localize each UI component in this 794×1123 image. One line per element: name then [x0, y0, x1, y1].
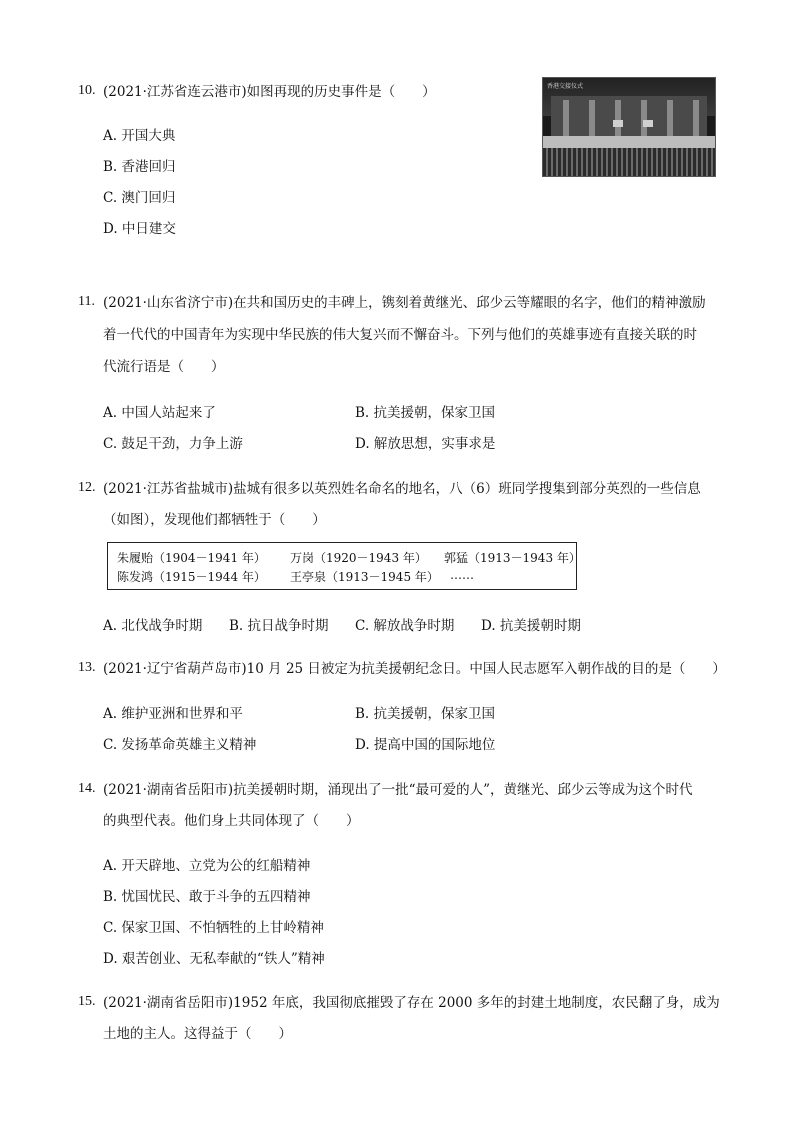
question-15-number: 15. — [78, 994, 96, 1009]
q11-option-b: B. 抗美援朝，保家卫国 — [355, 405, 496, 421]
q12-option-a: A. 北伐战争时期 — [103, 618, 203, 634]
question-13-stem: (2021·辽宁省葫芦岛市)10 月 25 日被定为抗美援朝纪念日。中国人民志愿军入朝作战的目的是（ ） — [103, 661, 726, 677]
question-10-number: 10. — [78, 83, 96, 98]
question-14-stem-line-1: (2021·湖南省岳阳市)抗美援朝时期，涌现出了一批“最可爱的人”，黄继光、邱少云等成为这个时代 — [103, 782, 693, 798]
photo-caption: 香港交接仪式 — [547, 83, 584, 90]
q11-option-c: C. 鼓足干劲，力争上游 — [103, 436, 243, 452]
q13-option-b: B. 抗美援朝，保家卫国 — [355, 706, 496, 722]
question-12-stem-line-2: （如图），发现他们都牺牲于（ ） — [103, 512, 326, 528]
historical-photo — [542, 77, 716, 177]
question-12-number: 12. — [78, 480, 96, 495]
q10-option-d: D. 中日建交 — [103, 221, 176, 237]
hero-3: 郭猛（1913－1943 年） — [444, 551, 581, 565]
heroes-info-box — [107, 542, 581, 590]
hero-2: 万岗（1920－1943 年） — [290, 551, 427, 565]
question-13-number: 13. — [78, 660, 96, 675]
q10-option-b: B. 香港回归 — [103, 159, 176, 175]
q13-option-a: A. 维护亚洲和世界和平 — [103, 706, 243, 722]
question-11-stem-line-3: 代流行语是（ ） — [103, 359, 225, 375]
q11-option-d: D. 解放思想，实事求是 — [355, 436, 496, 452]
question-15-stem-line-1: (2021·湖南省岳阳市)1952 年底，我国彻底摧毁了存在 2000 多年的封建土地制度，农民翻了身，成为 — [103, 995, 720, 1011]
hero-1: 朱履贻（1904－1941 年） — [117, 551, 266, 565]
question-14-number: 14. — [78, 781, 96, 796]
q14-option-b: B. 忧国忧民、敢于斗争的五四精神 — [103, 889, 311, 905]
q14-option-a: A. 开天辟地、立党为公的红船精神 — [103, 858, 311, 874]
q14-option-d: D. 艰苦创业、无私奉献的“铁人”精神 — [103, 951, 325, 967]
q13-option-d: D. 提高中国的国际地位 — [355, 737, 496, 753]
q12-option-b: B. 抗日战争时期 — [229, 618, 329, 634]
question-11-stem-line-2: 着一代代的中国青年为实现中华民族的伟大复兴而不懈奋斗。下列与他们的英雄事迹有直接关联的时 — [103, 327, 697, 343]
q12-option-d: D. 抗美援朝时期 — [481, 618, 581, 634]
hero-5: 王亭泉（1913－1945 年） — [290, 570, 439, 584]
q12-option-c: C. 解放战争时期 — [355, 618, 455, 634]
q11-option-a: A. 中国人站起来了 — [103, 405, 216, 421]
hero-ellipsis: …… — [450, 568, 474, 582]
q10-option-a: A. 开国大典 — [103, 128, 176, 144]
question-14-stem-line-2: 的典型代表。他们身上共同体现了（ ） — [103, 813, 360, 829]
question-10-stem: (2021·江苏省连云港市)如图再现的历史事件是（ ） — [103, 84, 436, 100]
question-15-stem-line-2: 土地的主人。这得益于（ ） — [103, 1026, 292, 1042]
q10-option-c: C. 澳门回归 — [103, 190, 176, 206]
question-12-stem-line-1: (2021·江苏省盐城市)盐城有很多以英烈姓名命名的地名，八（6）班同学搜集到部分英烈的一些信息 — [103, 481, 701, 497]
q14-option-c: C. 保家卫国、不怕牺牲的上甘岭精神 — [103, 920, 324, 936]
question-11-number: 11. — [78, 294, 95, 309]
hero-4: 陈发鸿（1915－1944 年） — [117, 570, 266, 584]
q13-option-c: C. 发扬革命英雄主义精神 — [103, 737, 257, 753]
question-11-stem-line-1: (2021·山东省济宁市)在共和国历史的丰碑上，镌刻着黄继光、邱少云等耀眼的名字，他们的精神激励 — [103, 295, 706, 311]
